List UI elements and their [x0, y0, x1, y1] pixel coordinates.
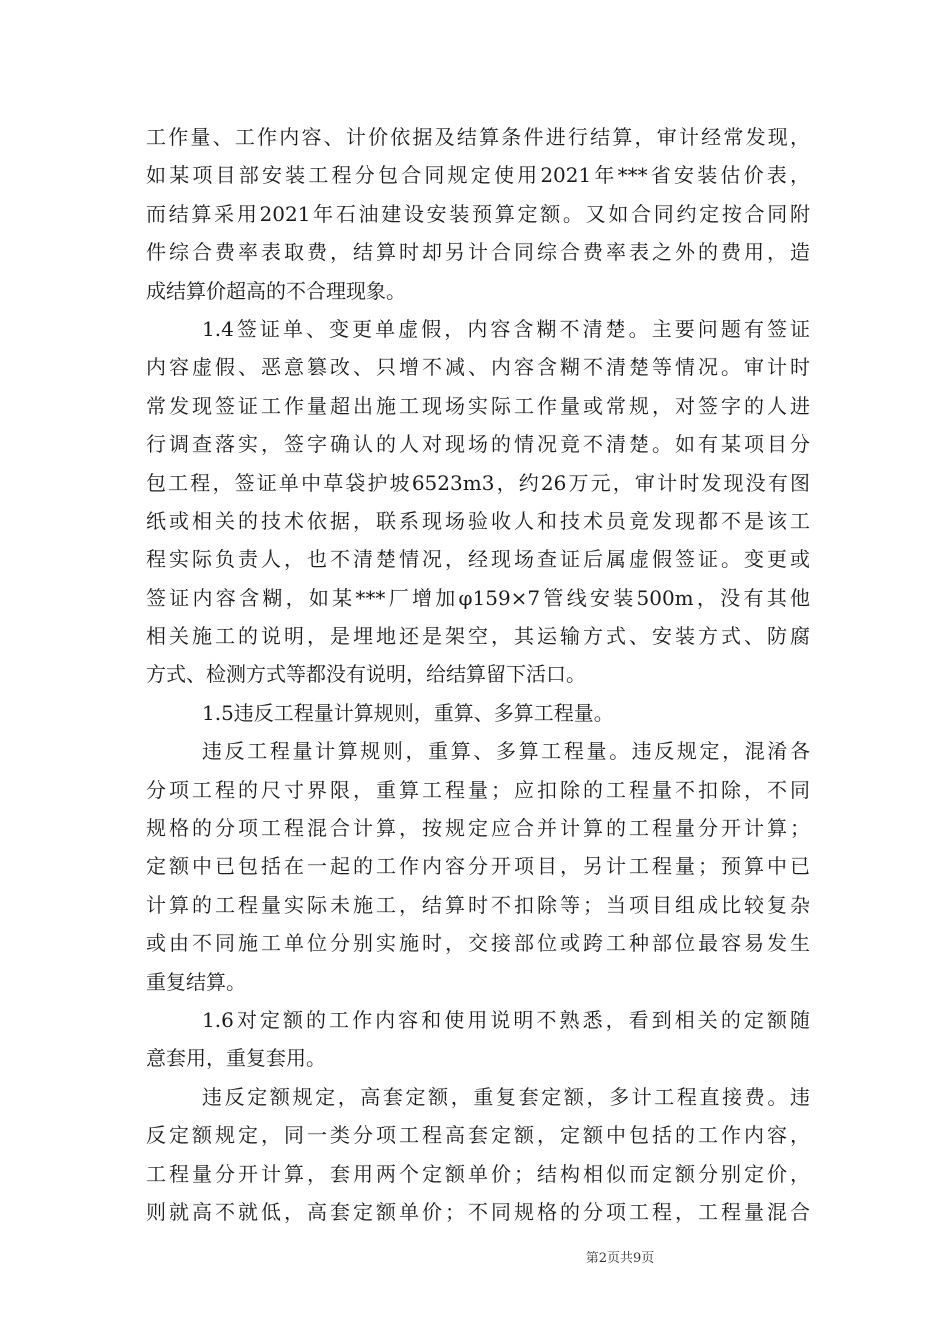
text-line: 反定额规定，同一类分项工程高套定额，定额中包括的工作内容， — [146, 1123, 810, 1148]
text-line: 程实际负责人，也不清楚情况，经现场查证后属虚假签证。变更或 — [146, 547, 810, 572]
text-line: 或由不同施工单位分别实施时，交接部位或跨工种部位最容易发生 — [146, 931, 810, 956]
text-line: 成结算价超高的不合理现象。 — [146, 278, 406, 303]
text-line: 违反工程量计算规则，重算、多算工程量。违反规定，混淆各 — [202, 739, 810, 764]
page-number-footer: 第2页共9页 — [585, 1251, 655, 1266]
text-line: 则就高不就低，高套定额单价；不同规格的分项工程，工程量混合 — [146, 1199, 810, 1224]
text-line: 如某项目部安装工程分包合同规定使用2021年***省安装估价表， — [146, 163, 810, 188]
text-line: 工程量分开计算，套用两个定额单价；结构相似而定额分别定价， — [146, 1161, 810, 1186]
section-heading-1-4: 1.4签证单、变更单虚假，内容含糊不清楚。主要问题有签证 — [202, 316, 810, 341]
text-line: 包工程，签证单中草袋护坡6523m3，约26万元，审计时发现没有图 — [146, 470, 810, 495]
text-line: 违反定额规定，高套定额，重复套定额，多计工程直接费。违 — [202, 1084, 810, 1109]
text-line: 内容虚假、恶意篡改、只增不减、内容含糊不清楚等情况。审计时 — [146, 355, 810, 380]
text-line: 意套用，重复套用。 — [146, 1046, 326, 1071]
text-line: 而结算采用2021年石油建设安装预算定额。又如合同约定按合同附 — [146, 201, 810, 226]
section-heading-1-5: 1.5违反工程量计算规则，重算、多算工程量。 — [202, 700, 614, 725]
text-line: 件综合费率表取费，结算时却另计合同综合费率表之外的费用，造 — [146, 240, 810, 265]
text-line: 规格的分项工程混合计算，按规定应合并计算的工程量分开计算； — [146, 816, 810, 841]
text-line: 常发现签证工作量超出施工现场实际工作量或常规，对签字的人进 — [146, 393, 810, 418]
text-line: 相关施工的说明，是埋地还是架空，其运输方式、安装方式、防腐 — [146, 624, 810, 649]
text-line: 分项工程的尺寸界限，重算工程量；应扣除的工程量不扣除，不同 — [146, 777, 810, 802]
text-line: 签证内容含糊，如某***厂增加φ159×7管线安装500m，没有其他 — [146, 585, 810, 610]
text-line: 行调查落实，签字确认的人对现场的情况竟不清楚。如有某项目分 — [146, 432, 810, 457]
text-line: 定额中已包括在一起的工作内容分开项目，另计工程量；预算中已 — [146, 854, 810, 879]
section-heading-1-6: 1.6对定额的工作内容和使用说明不熟悉，看到相关的定额随 — [202, 1007, 810, 1032]
text-line: 工作量、工作内容、计价依据及结算条件进行结算，审计经常发现， — [146, 125, 810, 149]
text-line: 纸或相关的技术依据，联系现场验收人和技术员竟发现都不是该工 — [146, 508, 810, 533]
text-line: 计算的工程量实际未施工，结算时不扣除等；当项目组成比较复杂 — [146, 892, 810, 917]
text-line: 重复结算。 — [146, 969, 246, 994]
document-body — [146, 118, 810, 1231]
text-line: 方式、检测方式等都没有说明，给结算留下活口。 — [146, 662, 586, 687]
